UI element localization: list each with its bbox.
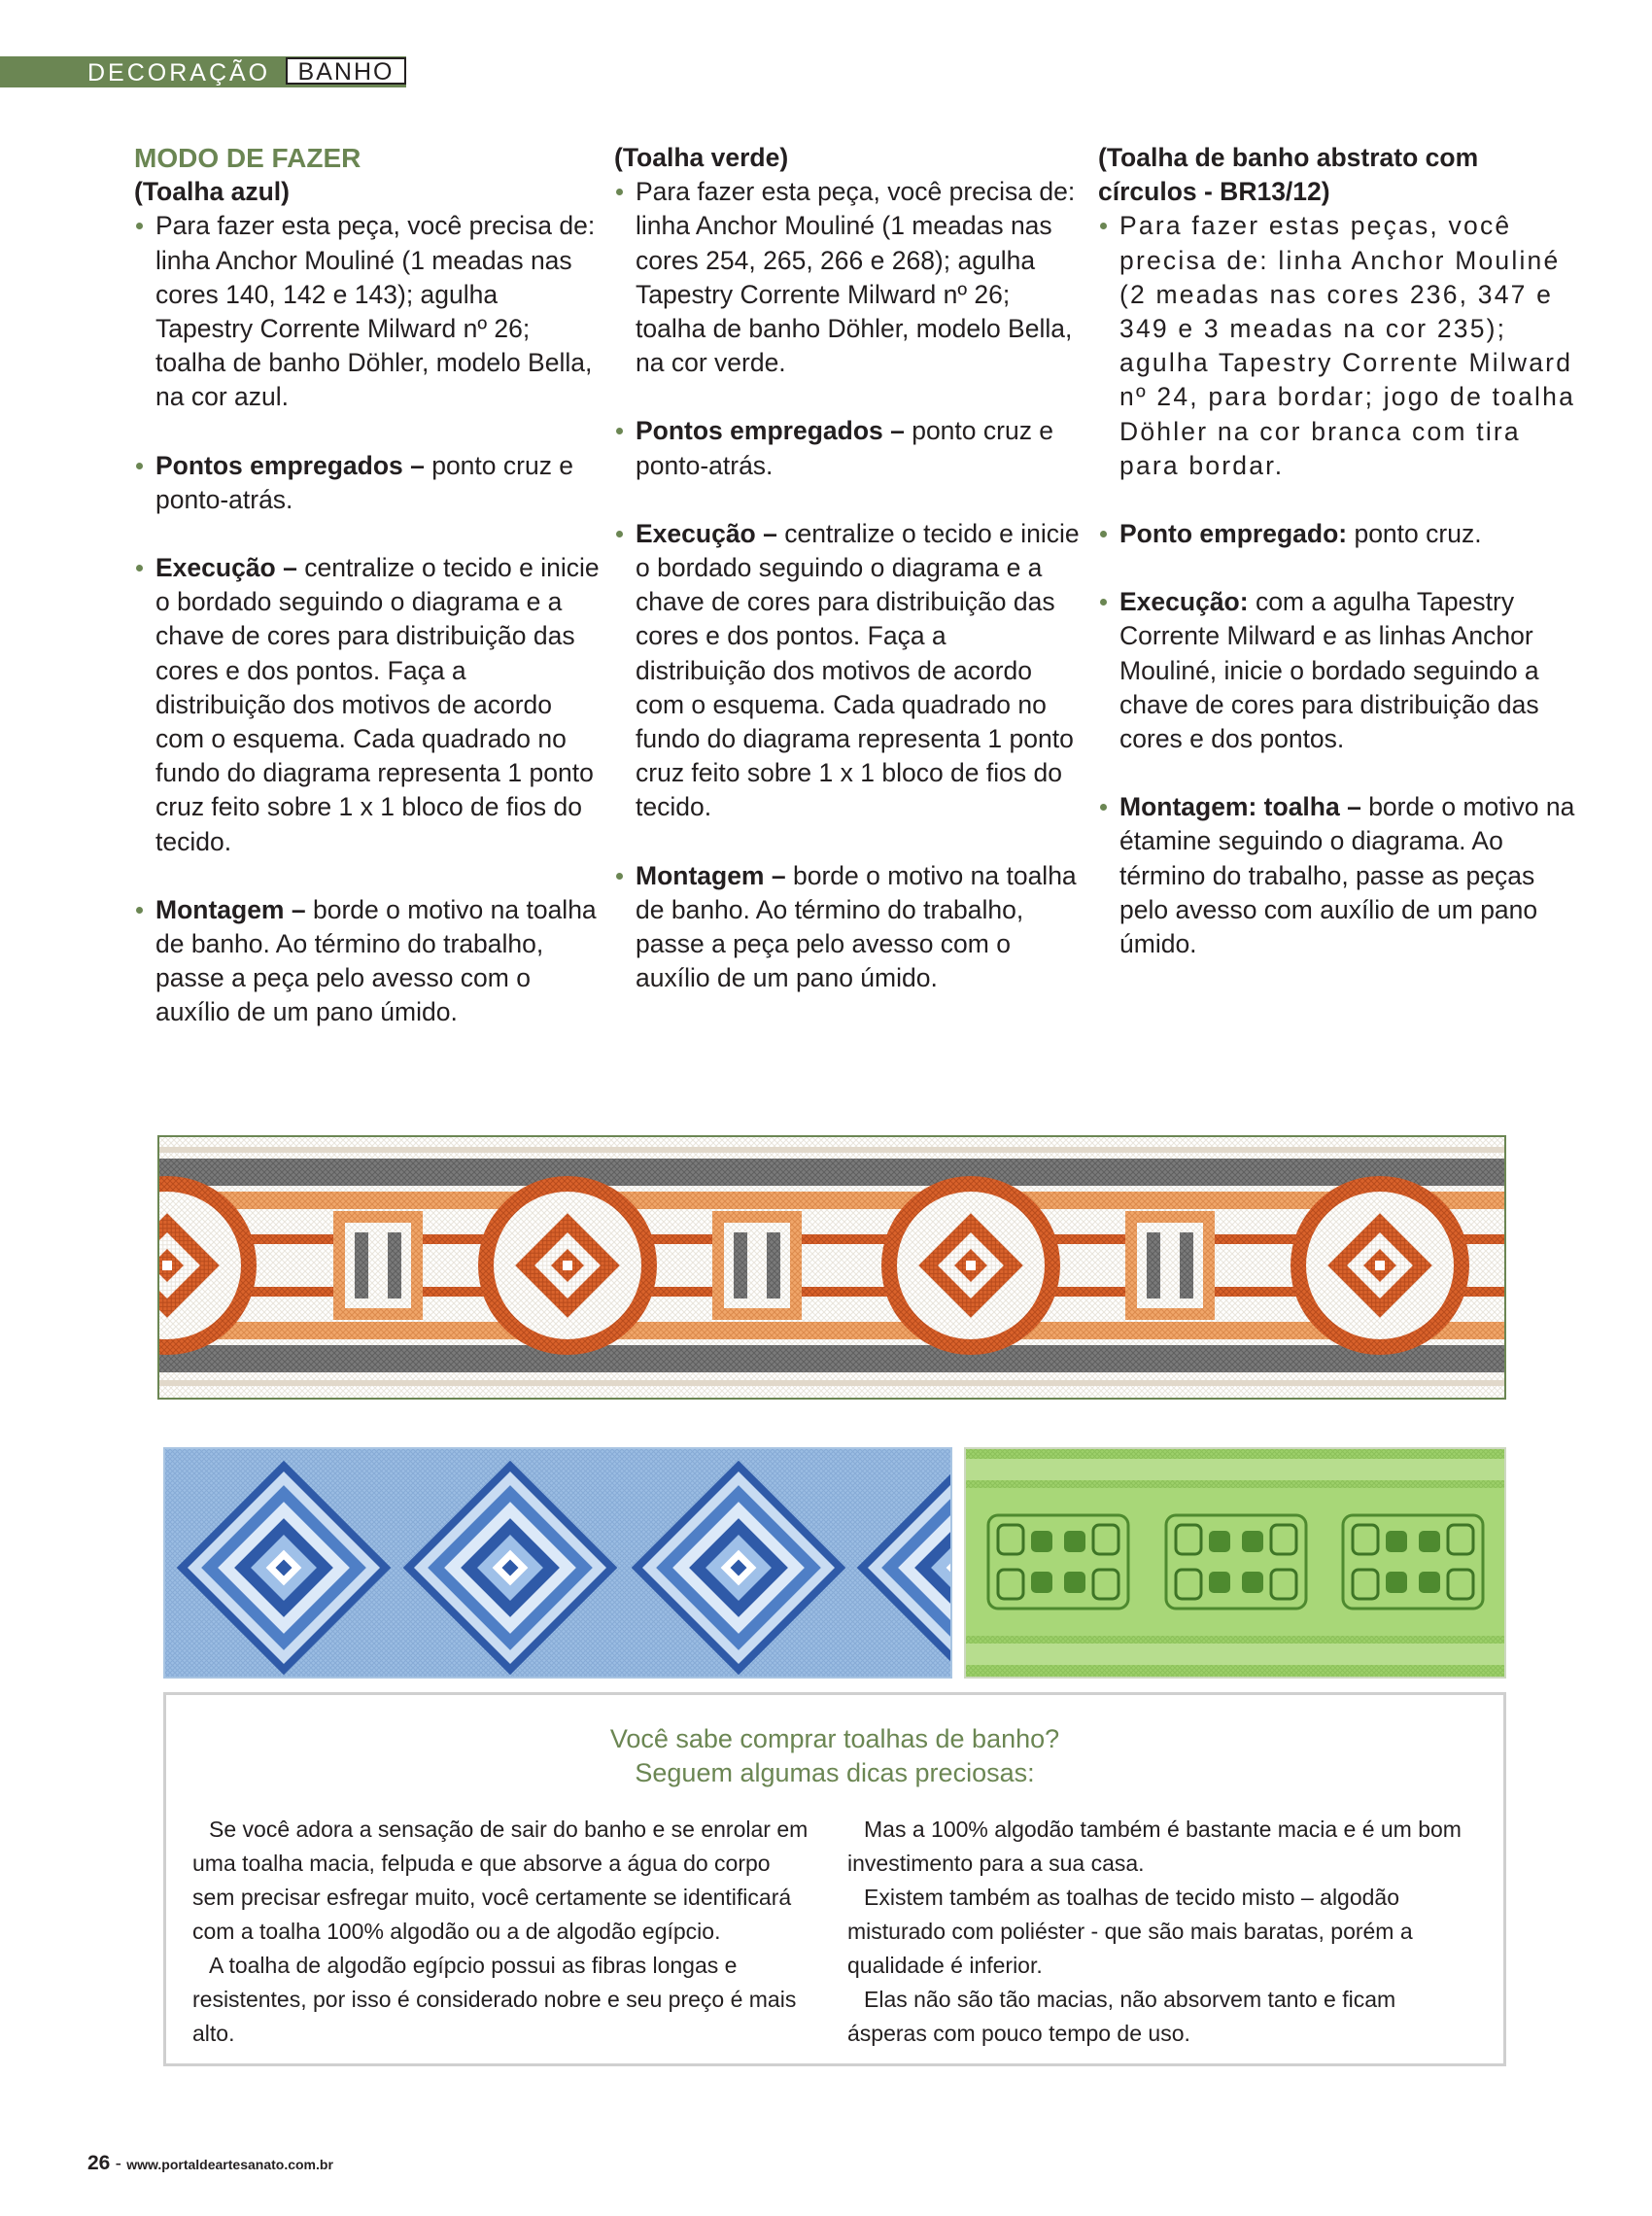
- assembly-label: Montagem –: [636, 860, 786, 890]
- assembly-label: Montagem: toalha –: [1119, 792, 1361, 822]
- towel-title: (Toalha verde): [614, 143, 789, 172]
- tips-paragraph: Existem também as toalhas de tecido misto – algodão misturado com poliéster - que são mais baratas, porém a qualidade é inferior.: [847, 1885, 1413, 1978]
- tips-box: [163, 1692, 1506, 2066]
- tips-left-column: [192, 1813, 814, 2051]
- assembly-text: borde o motivo na toalha de banho. Ao término do trabalho, passe a peça pelo avesso com o auxílio de um pano úmido.: [636, 860, 1077, 993]
- bullet-icon: [136, 463, 143, 469]
- execution-text: centralize o tecido e inicie o bordado seguindo o diagrama e a chave de cores para distribuição das cores e dos pontos. Faça a distribuição dos motivos de acordo com o esquema. Cada quadrado no fundo do diagrama representa 1 ponto cruz feito sobre 1 x 1 bloco de fios do tecido.: [155, 553, 600, 856]
- bullet-icon: [1100, 531, 1107, 537]
- assembly-item: [614, 859, 1081, 996]
- tips-paragraph: A toalha de algodão egípcio possui as fibras longas e resistentes, por isso é considerado nobre e seu preço é mais alto.: [192, 1953, 797, 2046]
- execution-item: [1098, 585, 1584, 756]
- page-number: 26: [87, 2152, 111, 2174]
- tips-title: [166, 1722, 1503, 1790]
- stitches-item: [1098, 517, 1584, 551]
- column-abstract-towel: [1098, 141, 1584, 961]
- assembly-label: Montagem –: [155, 894, 306, 924]
- tips-paragraph: Se você adora a sensação de sair do banho e se enrolar em uma toalha macia, felpuda e que absorve a água do corpo sem precisar esfregar muito, você certamente se identificará com a toalha 100% algodão ou a de algodão egípcio.: [192, 1817, 809, 1944]
- materials-text: Para fazer estas peças, você precisa de: linha Anchor Mouliné (2 meadas nas cores 236, 347 e 349 e 3 meadas na cor 235); agulha Tapestry Corrente Milward nº 24, para bordar; jogo de toalha Döhler na cor branca com tira para bordar.: [1119, 211, 1576, 480]
- execution-text: com a agulha Tapestry Corrente Milward e as linhas Anchor Mouliné, inicie o bordado seguindo a chave de cores para distribuição das cores e dos pontos.: [1119, 587, 1539, 754]
- bullet-icon: [1100, 804, 1107, 811]
- stitches-label: Pontos empregados –: [636, 416, 905, 446]
- stitches-item: [614, 414, 1081, 482]
- footer-url[interactable]: www.portaldeartesanato.com.br: [126, 2157, 333, 2172]
- execution-item: [134, 551, 601, 859]
- stitches-item: [134, 449, 601, 517]
- stitches-text: ponto cruz e ponto-atrás.: [155, 450, 574, 514]
- materials-item: [614, 175, 1081, 380]
- bullet-icon: [136, 907, 143, 914]
- stitches-text: ponto cruz.: [1347, 519, 1482, 549]
- column-green-towel: [614, 141, 1081, 995]
- materials-item: [134, 209, 601, 414]
- tips-title-line1: Você sabe comprar toalhas de banho?: [609, 1724, 1060, 1753]
- stitches-label: Pontos empregados –: [155, 450, 425, 480]
- tips-paragraph: Mas a 100% algodão também é bastante macia e é um bom investimento para a sua casa.: [847, 1817, 1462, 1876]
- towel-title: (Toalha azul): [134, 177, 290, 207]
- subsection-label: BANHO: [286, 57, 406, 85]
- execution-text: centralize o tecido e inicie o bordado seguindo o diagrama e a chave de cores para distribuição das cores e dos pontos. Faça a distribuição dos motivos de acordo com o esquema. Cada quadrado no fundo do diagrama representa 1 ponto cruz feito sobre 1 x 1 bloco de fios do tecido.: [636, 518, 1080, 822]
- execution-item: [614, 517, 1081, 825]
- materials-item: [1098, 209, 1584, 483]
- assembly-item: [1098, 790, 1584, 961]
- page-footer: [87, 2152, 333, 2175]
- bullet-icon: [136, 223, 143, 229]
- stitches-text: ponto cruz e ponto-atrás.: [636, 416, 1054, 480]
- execution-label: Execução –: [155, 553, 297, 583]
- execution-label: Execução:: [1119, 587, 1249, 617]
- abstract-circles-towel-photo: [157, 1135, 1506, 1400]
- materials-text: Para fazer esta peça, você precisa de: linha Anchor Mouliné (1 meadas nas cores 140, 142 e 143); agulha Tapestry Corrente Milward nº 26; toalha de banho Döhler, modelo Bella, na cor azul.: [155, 211, 596, 412]
- bullet-icon: [136, 565, 143, 571]
- column-blue-towel: [134, 141, 601, 1030]
- assembly-item: [134, 893, 601, 1030]
- bullet-icon: [1100, 599, 1107, 606]
- materials-text: Para fazer esta peça, você precisa de: linha Anchor Mouliné (1 meadas nas cores 254, 265, 266 e 268); agulha Tapestry Corrente Milward nº 26; toalha de banho Döhler, modelo Bella, na cor verde.: [636, 177, 1076, 378]
- tips-title-line2: Seguem algumas dicas preciosas:: [635, 1758, 1035, 1787]
- assembly-text: borde o motivo na toalha de banho. Ao término do trabalho, passe a peça pelo avesso com o auxílio de um pano úmido.: [155, 894, 597, 1027]
- green-towel-photo: [964, 1447, 1506, 1679]
- bullet-icon: [616, 873, 623, 880]
- footer-separator: -: [110, 2154, 127, 2174]
- bullet-icon: [616, 189, 623, 195]
- blue-towel-photo: [163, 1447, 952, 1679]
- tips-right-column: [847, 1813, 1479, 2051]
- towel-title: (Toalha de banho abstrato com círculos - BR13/12): [1098, 143, 1479, 207]
- stitches-label: Ponto empregado:: [1119, 519, 1348, 549]
- execution-label: Execução –: [636, 518, 777, 548]
- section-title: MODO DE FAZER: [134, 143, 361, 173]
- tips-paragraph: Elas não são tão macias, não absorvem tanto e ficam ásperas com pouco tempo de uso.: [847, 1987, 1396, 2046]
- bullet-icon: [1100, 223, 1107, 229]
- assembly-text: borde o motivo na étamine seguindo o diagrama. Ao término do trabalho, passe as peças pelo avesso com auxílio de um pano úmido.: [1119, 792, 1575, 959]
- section-label: DECORAÇÃO: [87, 59, 271, 87]
- bullet-icon: [616, 428, 623, 434]
- bullet-icon: [616, 531, 623, 537]
